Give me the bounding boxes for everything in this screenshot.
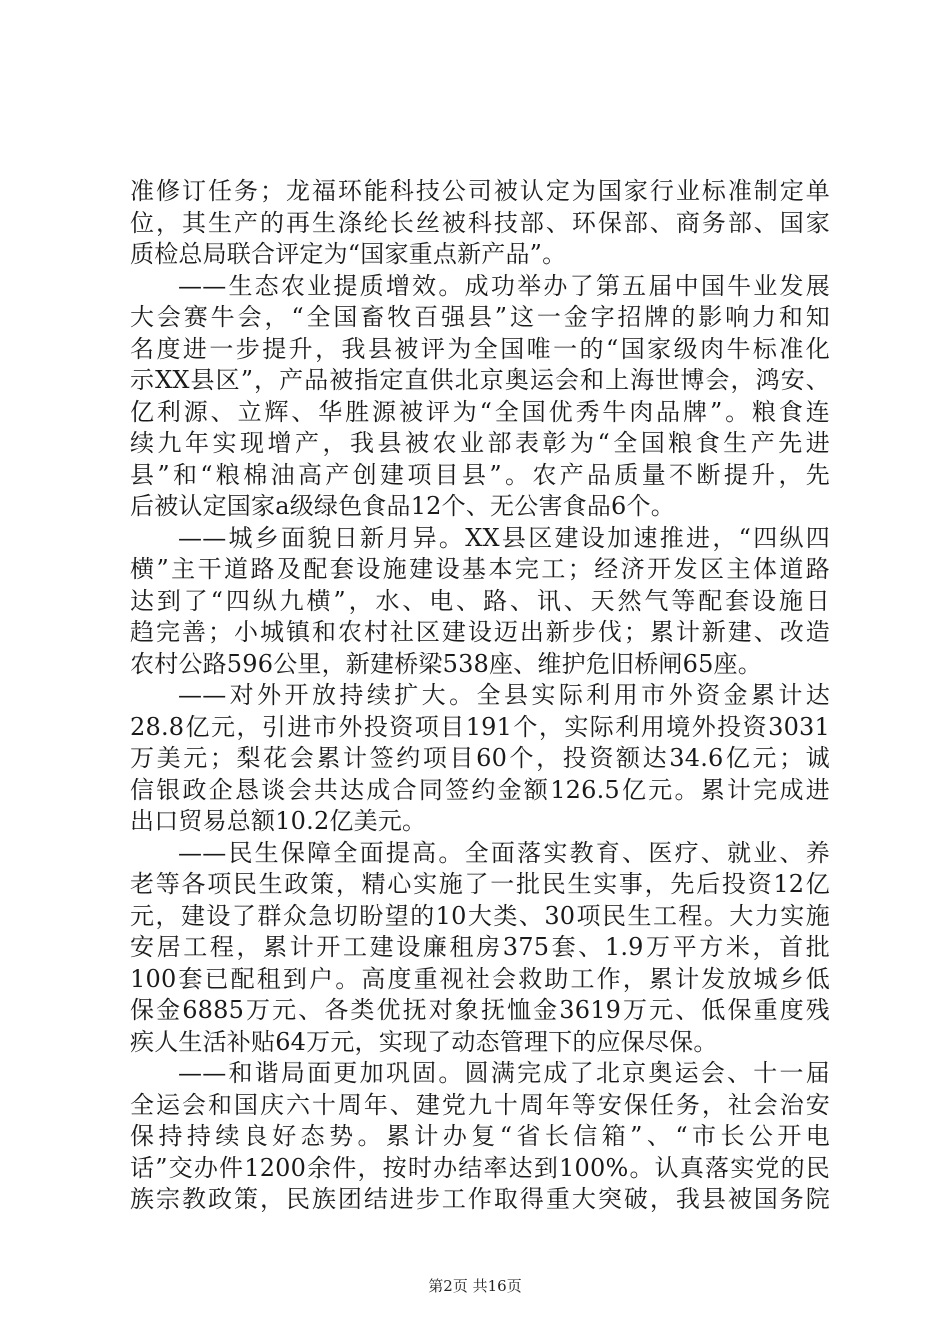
text-line: 农村公路596公里，新建桥梁538座、维护危旧桥闸65座。 [130, 649, 762, 678]
text-line: 元，建设了群众急切盼望的10大类、30项民生工程。大力实施 [130, 901, 830, 930]
text-line: 老等各项民生政策，精心实施了一批民生实事，先后投资12亿 [130, 870, 830, 898]
paragraph-start-line: ——民生保障全面提高。全面落实教育、医疗、就业、养 [178, 838, 830, 867]
text-line: 达到了“四纵九横”，水、电、路、讯、天然气等配套设施日 [130, 586, 830, 615]
text-line: 后被认定国家a级绿色食品12个、无公害食品6个。 [130, 492, 675, 520]
text-line: 万美元；梨花会累计签约项目60个，投资额达34.6亿元；诚 [130, 744, 830, 772]
text-line: 100套已配租到户。高度重视社会救助工作，累计发放城乡低 [130, 964, 830, 993]
text-line: 28.8亿元，引进市外投资项目191个，实际利用境外投资3031 [130, 712, 830, 741]
text-line: 续九年实现增产，我县被农业部表彰为“全国粮食生产先进 [130, 429, 830, 457]
paragraph-start-line: ——城乡面貌日新月异。XX县区建设加速推进，“四纵四 [178, 523, 830, 552]
text-line: 示XX县区”，产品被指定直供北京奥运会和上海世博会，鸿安、 [130, 366, 830, 394]
text-line: 质检总局联合评定为“国家重点新产品”。 [130, 240, 567, 268]
text-line: 疾人生活补贴64万元，实现了动态管理下的应保尽保。 [130, 1027, 718, 1056]
text-line: 趋完善；小城镇和农村社区建设迈出新步伐；累计新建、改造 [130, 618, 830, 646]
text-line: 大会赛牛会，“全国畜牧百强县”这一金字招牌的影响力和知 [130, 303, 830, 331]
text-line: 话”交办件1200余件，按时办结率达到100%。认真落实党的民 [130, 1153, 830, 1182]
paragraph-start-line: ——对外开放持续扩大。全县实际利用市外资金累计达 [178, 681, 830, 709]
page-number-footer: 第2页 共16页 [428, 1277, 522, 1295]
text-line: 位，其生产的再生涤纶长丝被科技部、环保部、商务部、国家 [130, 208, 830, 237]
text-line: 准修订任务；龙福环能科技公司被认定为国家行业标准制定单 [130, 177, 830, 205]
text-line: 保持持续良好态势。累计办复“省长信箱”、“市长公开电 [130, 1122, 830, 1150]
text-line: 亿利源、立辉、华胜源被评为“全国优秀牛肉品牌”。粮食连 [130, 397, 830, 426]
body-text [130, 176, 830, 1216]
text-line: 横”主干道路及配套设施建设基本完工；经济开发区主体道路 [130, 555, 830, 583]
paragraph-start-line: ——生态农业提质增效。成功举办了第五届中国牛业发展 [178, 271, 830, 300]
text-line: 安居工程，累计开工建设廉租房375套、1.9万平方米，首批 [130, 933, 830, 961]
paragraph-start-line: ——和谐局面更加巩固。圆满完成了北京奥运会、十一届 [178, 1059, 830, 1087]
text-line: 名度进一步提升，我县被评为全国唯一的“国家级肉牛标准化 [130, 334, 830, 363]
text-line: 保金6885万元、各类优抚对象抚恤金3619万元、低保重度残 [130, 996, 830, 1024]
text-line: 全运会和国庆六十周年、建党九十周年等安保任务，社会治安 [130, 1090, 830, 1119]
text-line: 族宗教政策，民族团结进步工作取得重大突破，我县被国务院 [130, 1185, 830, 1213]
text-line: 信银政企恳谈会共达成合同签约金额126.5亿元。累计完成进 [130, 775, 830, 804]
text-line: 出口贸易总额10.2亿美元。 [130, 807, 427, 835]
text-line: 县”和“粮棉油高产创建项目县”。农产品质量不断提升，先 [130, 460, 830, 489]
